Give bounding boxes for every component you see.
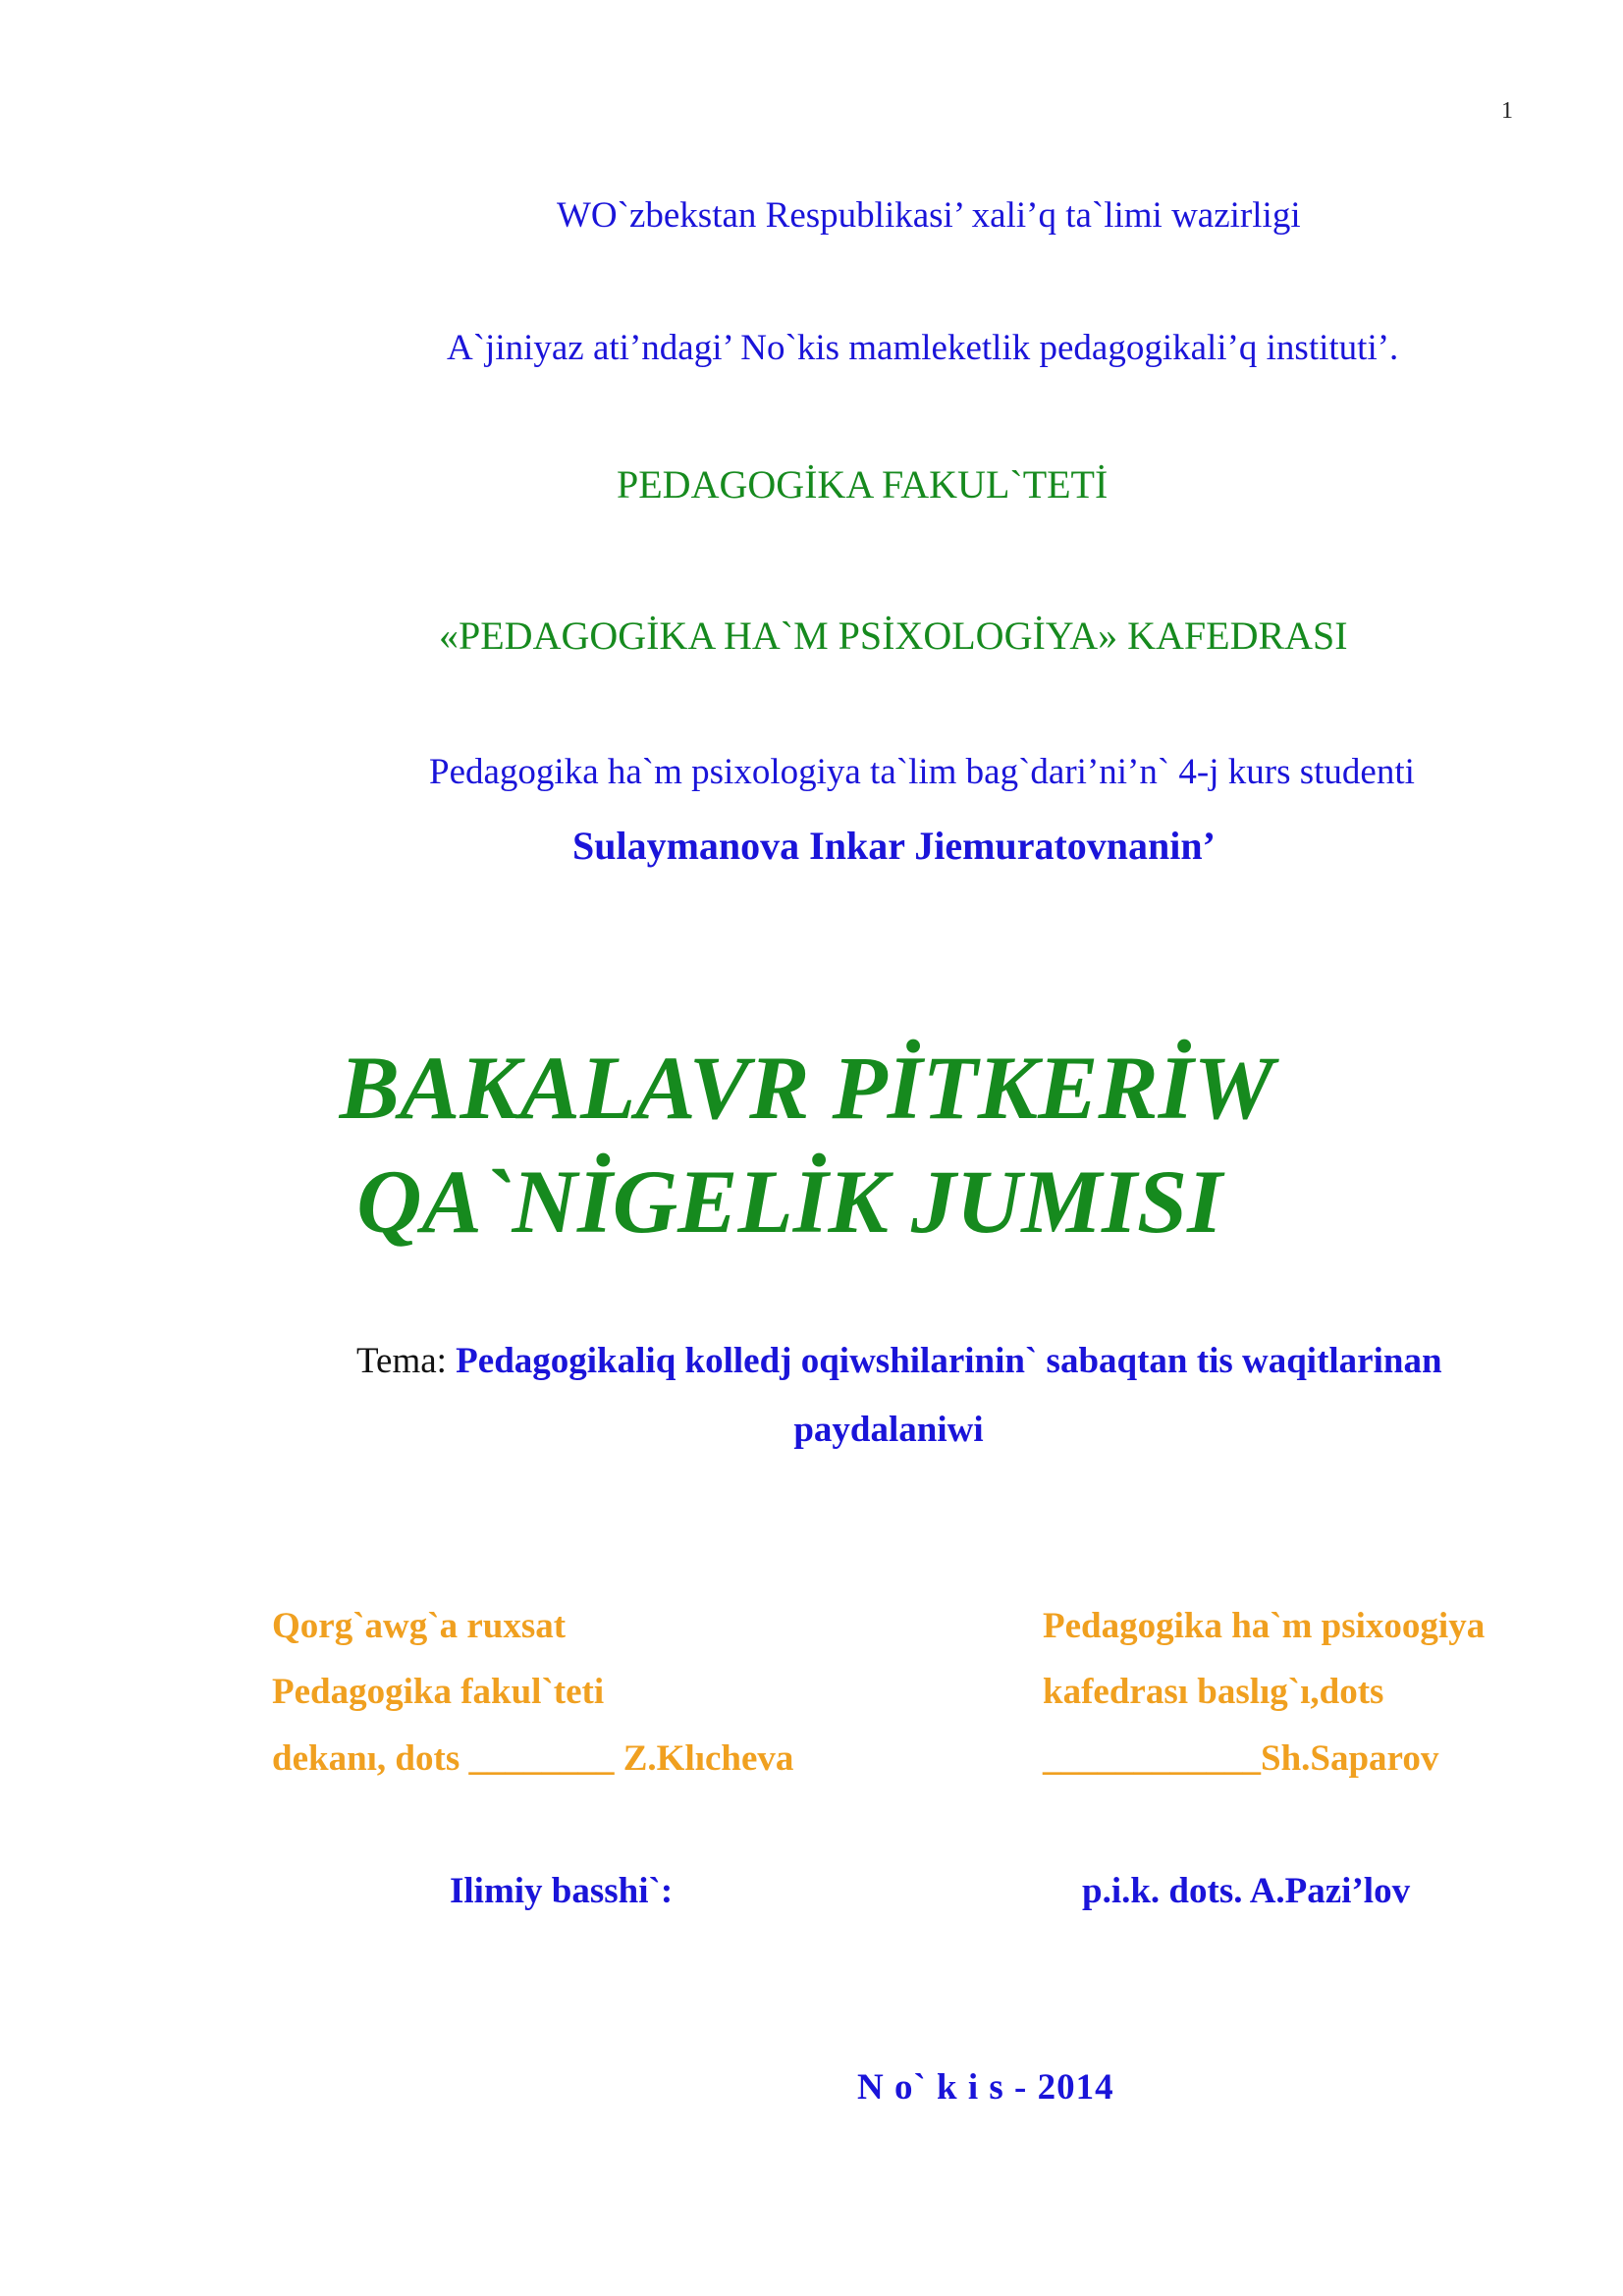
approval-right-line-3: ____________Sh.Saparov	[1043, 1738, 1439, 1779]
faculty-heading: PEDAGOGİKA FAKUL`TETİ	[617, 462, 1109, 507]
approval-left-line-1: Qorg`awg`a ruxsat	[272, 1606, 567, 1646]
approval-right-line-1: Pedagogika ha`m psixoogiya	[1043, 1606, 1486, 1646]
page-number: 1	[1501, 98, 1513, 124]
advisor-label: Ilimiy basshi`:	[450, 1871, 674, 1911]
city-year: N o` k i s - 2014	[857, 2067, 1114, 2108]
approval-right-line-2: kafedrası baslıg`ı,dots	[1043, 1672, 1384, 1712]
ministry-heading: WO`zbekstan Respublikasi’ xali’q ta`limi wazirligi	[557, 195, 1301, 236]
title-line-1: BAKALAVR PİTKERİW	[339, 1038, 1274, 1138]
approval-left-line-3: dekanı, dots ________ Z.Klıcheva	[272, 1738, 794, 1779]
title-line-2: QA`NİGELİK JUMISI	[356, 1151, 1222, 1252]
theme-row	[356, 1340, 1442, 1382]
advisor-name: p.i.k. dots. A.Pazi’lov	[1082, 1871, 1411, 1911]
institute-heading: A`jiniyaz ati’ndagi’ No`kis mamleketlik pedagogikali’q instituti’.	[447, 328, 1399, 368]
theme-text: Pedagogikaliq kolledj oqiwshilarinin` sabaqtan tis waqitlarinan	[456, 1341, 1442, 1381]
student-name: Sulaymanova Inkar Jiemuratovnanin’	[572, 824, 1216, 868]
theme-label: Tema:	[356, 1341, 447, 1381]
theme-text-continued: paydalaniwi	[793, 1410, 984, 1450]
document-title	[0, 1031, 1623, 1258]
student-description: Pedagogika ha`m psixologiya ta`lim bag`dari’ni’n` 4-j kurs studenti	[429, 752, 1415, 792]
department-heading: «PEDAGOGİKA HA`M PSİXOLOGİYA» KAFEDRASI	[439, 614, 1348, 658]
approval-left-line-2: Pedagogika fakul`teti	[272, 1672, 605, 1712]
